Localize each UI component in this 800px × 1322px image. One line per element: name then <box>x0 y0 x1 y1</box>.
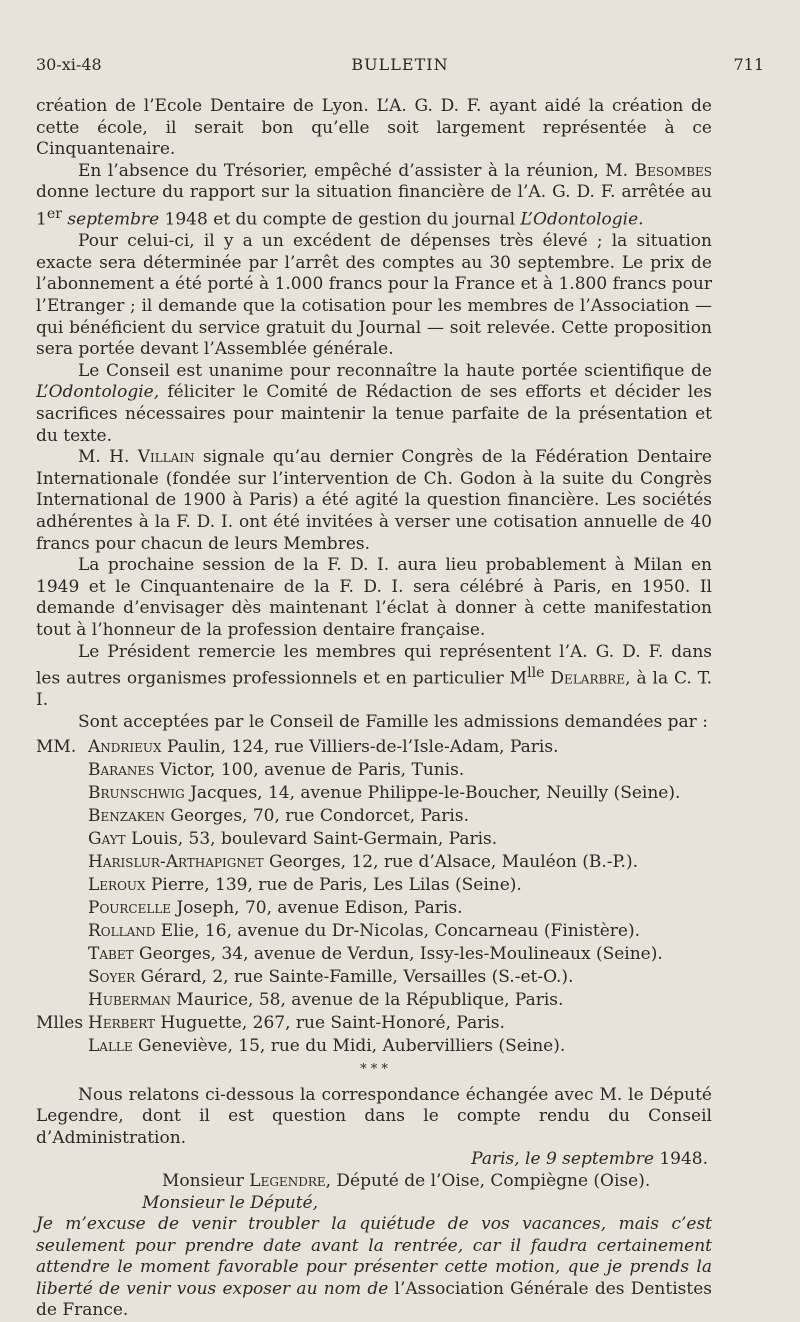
letter-date-year: 1948. <box>653 1149 708 1170</box>
member-address: Geneviève, 15, rue du Midi, Aubervilliers (Seine). <box>132 1035 566 1056</box>
p2-text-a: En l’absence du Trésorier, empêché d’assister à la réunion, M. <box>78 160 635 181</box>
member-address: Joseph, 70, avenue Edison, Paris. <box>171 897 463 918</box>
title-label <box>36 874 88 897</box>
title-label <box>36 966 88 989</box>
header-date: 30-xi-48 <box>36 55 102 74</box>
title-label <box>36 897 88 920</box>
list-item <box>36 851 712 874</box>
list-item <box>36 805 712 828</box>
member-name: Rolland <box>88 920 156 941</box>
p2-text-c: septembre <box>61 209 160 230</box>
paragraph-3: Pour celui-ci, il y a un excédent de dépenses très élevé ; la situation exacte sera déterminée par l’arrêt des comptes au 30 septembre. Le prix de l’abonnement a été porté à 1.000 francs pour la France et à 1.800 francs pour l’Etranger ; il demande que la cotisation pour les membres de l’Association — qui bénéficient du service gratuit du Journal — soit relevée. Cette proposition sera portée devant l’Assemblée générale. <box>36 231 712 360</box>
paragraph-5 <box>36 447 712 555</box>
list-item <box>36 989 712 1012</box>
running-header <box>36 55 764 75</box>
association-name: l’Association Générale des Dentistes de France. <box>36 1278 712 1321</box>
title-label <box>36 943 88 966</box>
person-name: Besombes <box>634 160 712 181</box>
member-name: Lalle <box>88 1035 133 1056</box>
member-address: Georges, 12, rue d’Alsace, Mauléon (B.-P.). <box>263 851 638 872</box>
paragraph-4 <box>36 361 712 447</box>
paragraph-8: Sont acceptées par le Conseil de Famille les admissions demandées par : <box>78 711 708 732</box>
list-item <box>36 943 712 966</box>
member-name: Huberman <box>88 989 172 1010</box>
member-address: Victor, 100, avenue de Paris, Tunis. <box>154 759 465 780</box>
member-name: Tabet <box>88 943 134 964</box>
p5-text-b: signale qu’au dernier Congrès de la Fédération Dentaire Internationale (fondée sur l’intervention de Ch. Godon à la suite du Congrès International de 1900 à Paris) a été agité la question financière. Les sociétés adhérentes à la F. D. I. ont été invitées à verser une cotisation annuelle de 40 francs pour chacun de leurs Membres. <box>36 447 712 554</box>
member-address: Gérard, 2, rue Sainte-Famille, Versailles (S.-et-O.). <box>135 966 574 987</box>
list-item <box>36 1012 712 1035</box>
title-label: Mlles <box>36 1012 84 1033</box>
title-label <box>36 759 88 782</box>
title-label <box>36 851 88 874</box>
list-item <box>36 966 712 989</box>
page-number: 711 <box>733 55 764 74</box>
member-address: Paulin, 124, rue Villiers-de-l’Isle-Adam, Paris. <box>161 736 559 757</box>
member-name: Harislur-Arthapignet <box>88 851 264 872</box>
addressee-text-b: , Député de l’Oise, Compiègne (Oise). <box>325 1170 651 1191</box>
list-item <box>36 897 712 920</box>
paragraph-2 <box>36 161 712 231</box>
member-name: Leroux <box>88 874 146 895</box>
title-label <box>36 920 88 943</box>
member-name: Soyer <box>88 966 136 987</box>
p4-text-c: féliciter le Comité de Rédaction de ses efforts et décider les sacrifices nécessaires pour maintenir la tenue parfaite de la présentation et du texte. <box>36 382 712 446</box>
list-item <box>36 920 712 943</box>
person-name: Villain <box>137 447 195 468</box>
letter-text: Je m’excuse de venir troubler la quiétude de vos vacances, mais c’est seulement pour prendre date avant la rentrée, car il faudra certainement attendre le moment favorable pour présenter cette motion, que je prends la liberté de venir vous exposer au nom de <box>36 1214 712 1299</box>
p7-superscript: lle <box>527 665 545 682</box>
member-address: Georges, 70, rue Condorcet, Paris. <box>164 805 470 826</box>
list-item <box>36 1035 712 1058</box>
document-body <box>36 96 712 1322</box>
member-name: Benzaken <box>88 805 165 826</box>
p4-text-a: Le Conseil est unanime pour reconnaître la haute portée scientifique de <box>78 360 712 381</box>
member-address: Maurice, 58, avenue de la République, Paris. <box>171 989 564 1010</box>
list-item <box>36 736 712 759</box>
p2-superscript: er <box>46 205 62 222</box>
list-item <box>36 759 712 782</box>
letter-date-text: Paris, le 9 septembre <box>471 1149 654 1170</box>
member-address: Louis, 53, boulevard Saint-Germain, Paris. <box>125 828 498 849</box>
letter-addressee <box>36 1171 712 1193</box>
p7-text-a: Le Président remercie les membres qui représentent l’A. G. D. F. dans les autres organismes professionnels et en particulier M <box>36 641 712 689</box>
member-name: Andrieux <box>88 736 162 757</box>
paragraph-7 <box>36 642 712 712</box>
member-name: Baranes <box>88 759 155 780</box>
title-label <box>36 1035 88 1058</box>
member-name: Pourcelle <box>88 897 172 918</box>
member-name: Gayt <box>88 828 126 849</box>
member-address: Elie, 16, avenue du Dr-Nicolas, Concarneau (Finistère). <box>155 920 640 941</box>
title-label <box>36 828 88 851</box>
journal-title: L’Odontologie. <box>520 209 644 230</box>
title-label <box>36 989 88 1012</box>
member-address: Pierre, 139, rue de Paris, Les Lilas (Seine). <box>145 874 522 895</box>
list-item <box>36 828 712 851</box>
letter-salutation: Monsieur le Député, <box>142 1192 319 1213</box>
title-label <box>36 782 88 805</box>
p5-text-a: M. H. <box>78 447 138 468</box>
paragraph-6: La prochaine session de la F. D. I. aura lieu probablement à Milan en 1949 et le Cinquantenaire de la F. D. I. sera célébré à Paris, en 1950. Il demande d’envisager dès maintenant l’éclat à donner à cette manifestation tout à l’honneur de la profession dentaire française. <box>36 555 712 640</box>
admissions-list <box>36 736 712 1058</box>
list-item <box>36 874 712 897</box>
paragraph-1: création de l’Ecole Dentaire de Lyon. L’A. G. D. F. ayant aidé la création de cette école, il serait bon qu’elle soit largement représentée à ce Cinquantenaire. <box>36 96 712 160</box>
person-name: Legendre <box>249 1170 326 1191</box>
person-name: Delarbre <box>544 668 626 689</box>
letter-date <box>36 1149 712 1171</box>
paragraph-9: Nous relatons ci-dessous la correspondance échangée avec M. le Député Legendre, dont il est question dans le compte rendu du Conseil d’Administration. <box>36 1084 712 1148</box>
title-label <box>36 805 88 828</box>
member-address: Georges, 34, avenue de Verdun, Issy-les-Moulineaux (Seine). <box>133 943 663 964</box>
addressee-text-a: Monsieur <box>162 1170 250 1191</box>
member-name: Brunschwig <box>88 782 185 803</box>
title-label: MM. <box>36 736 77 757</box>
section-separator: * * * <box>360 1061 388 1077</box>
p2-text-d: 1948 et du compte de gestion du journal <box>159 209 521 230</box>
list-item <box>36 782 712 805</box>
p2-text-b: donne lecture du rapport sur la situation financière de l’A. G. D. F. arrêtée au 1 <box>36 182 712 230</box>
member-address: Jacques, 14, avenue Philippe-le-Boucher, Neuilly (Seine). <box>184 782 681 803</box>
header-title: BULLETIN <box>351 55 449 74</box>
member-address: Huguette, 267, rue Saint-Honoré, Paris. <box>155 1012 505 1033</box>
p7-text-b: , à la C. T. I. <box>36 668 712 711</box>
member-name: Herbert <box>88 1012 156 1033</box>
journal-title: L’Odontologie, <box>36 382 160 403</box>
